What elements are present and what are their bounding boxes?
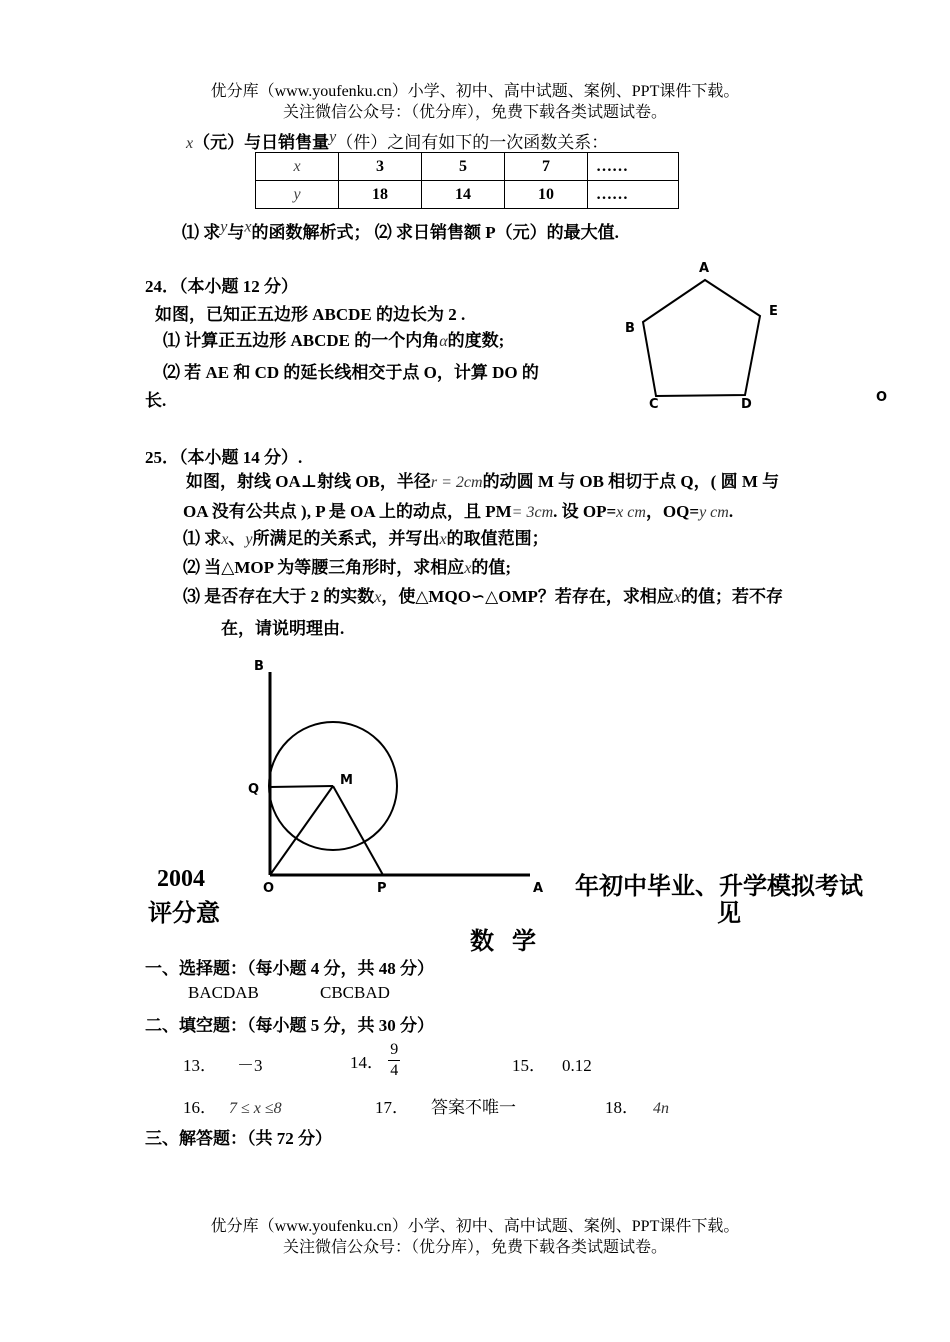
- choices-group-2: CBCBAD: [320, 983, 390, 1002]
- point-label-M: M: [340, 773, 353, 788]
- fill-15: 15． 0.12: [512, 1056, 592, 1075]
- point-label-O: O: [876, 390, 888, 405]
- header-line-2: 关注微信公众号：（优分库），免费下载各类试题试卷。: [282, 104, 667, 121]
- vertex-label-A: A: [699, 261, 710, 276]
- vertex-label-D: D: [741, 397, 752, 412]
- fill-17: 17． 答案不唯一: [375, 1098, 516, 1117]
- footer-line-1: 优分库（www.youfenku.cn）小学、初中、高中试题、案例、PPT课件下载。: [210, 1218, 740, 1235]
- pentagon-shape: [643, 280, 760, 396]
- q25-part-1: ⑴ 求x、y所满足的关系式，并写出x的取值范围；: [183, 529, 549, 548]
- point-label-B: B: [254, 659, 264, 674]
- point-label-O: O: [263, 881, 275, 896]
- segment-OM: [270, 786, 333, 875]
- section-2-heading: 二、填空题：（每小题 5 分，共 30 分）: [145, 1016, 434, 1035]
- q25-part-3: ⑶ 是否存在大于 2 的实数x，使△MQO∽△OMP？若存在，求相应x的值；若不存: [183, 587, 784, 606]
- point-label-A: A: [533, 881, 544, 896]
- q24-line-3: ⑵ 若 AE 和 CD 的延长线相交于点 O，计算 DO 的: [163, 363, 539, 382]
- answer-title-left: 评分意: [148, 901, 220, 927]
- answer-year: 2004: [157, 866, 205, 892]
- vertex-label-E: E: [769, 304, 778, 319]
- q25-line-2: OA 没有公共点 ), P 是 OA 上的动点，且 PM= 3cm. 设 OP=x cm，OQ=y cm.: [183, 502, 734, 521]
- fill-14: 14． $\frac{9}{4}$: [350, 1041, 399, 1079]
- q25-number: 25．（本小题 14 分）.: [145, 448, 303, 467]
- table-row: x 3 5 7 ……: [256, 153, 679, 181]
- q23-intro: x（元）与日销售量$^y$（件）之间有如下的一次函数关系：: [186, 128, 609, 152]
- q23-parts: ⑴ 求$^y$与$^x$的函数解析式； ⑵ 求日销售额 P（元）的最大值.: [182, 218, 619, 242]
- section-3-heading: 三、解答题：（共 72 分）: [145, 1129, 332, 1148]
- q23-value-table: [255, 152, 679, 209]
- fraction-9-4: $\frac{9}{4}$: [390, 1041, 399, 1079]
- q25-part-3-cont: 在，请说明理由.: [221, 619, 345, 638]
- q24-line-4: 长.: [145, 391, 167, 410]
- choices-group-1: BACDAB: [188, 983, 259, 1002]
- fill-18: 18． 4n: [605, 1098, 669, 1117]
- answer-subject: 数 学: [470, 929, 536, 955]
- q25-line-1: 如图，射线 OA⊥射线 OB，半径r = 2cm的动圆 M 与 OB 相切于点 Q，( 圆 M 与: [186, 472, 780, 491]
- footer-line-2: 关注微信公众号：（优分库），免费下载各类试题试卷。: [282, 1239, 667, 1256]
- point-label-Q: Q: [248, 782, 260, 797]
- fill-16: 16． 7 ≤ x ≤8: [183, 1098, 282, 1117]
- q24-line-2: ⑴ 计算正五边形 ABCDE 的一个内角α的度数;: [163, 331, 505, 350]
- header-line-1: 优分库（www.youfenku.cn）小学、初中、高中试题、案例、PPT课件下载。: [210, 83, 740, 100]
- fill-13: 13． －3: [183, 1056, 263, 1075]
- table-row: y 18 14 10 ……: [256, 181, 679, 209]
- section-1-heading: 一、选择题：（每小题 4 分，共 48 分）: [145, 959, 434, 978]
- q25-part-2: ⑵ 当△MOP 为等腰三角形时，求相应x的值;: [183, 558, 512, 577]
- circle-figure: [240, 650, 560, 900]
- answer-title-right-2: 见: [717, 901, 741, 927]
- vertex-label-C: C: [649, 397, 659, 412]
- point-label-P: P: [377, 881, 387, 896]
- vertex-label-B: B: [625, 321, 635, 336]
- answer-title-right: 年初中毕业、升学模拟考试: [575, 874, 863, 900]
- q24-line-1: 如图，已知正五边形 ABCDE 的边长为 2 .: [155, 305, 466, 324]
- segment-QM: [270, 786, 333, 787]
- segment-MP: [333, 786, 383, 875]
- q24-number: 24．（本小题 12 分）: [145, 277, 298, 296]
- pentagon-figure: [610, 255, 910, 415]
